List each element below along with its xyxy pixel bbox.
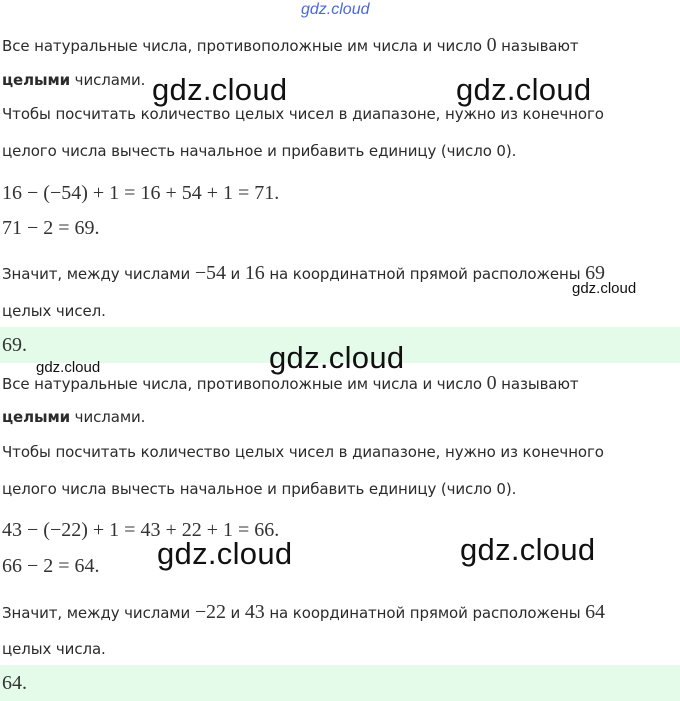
watermark: gdz.cloud: [36, 359, 101, 376]
conclusion-text: Значит, между числами: [2, 604, 195, 622]
number-end: 16: [244, 262, 265, 284]
bold-term: целыми: [2, 71, 71, 89]
watermark: gdz.cloud: [157, 536, 293, 571]
equation-2: 71 − 2 = 69.: [2, 217, 100, 239]
equation-1: 16 − (−54) + 1 = 16 + 54 + 1 = 71.: [2, 182, 280, 204]
definition-rest: числами.: [70, 71, 146, 89]
watermark: gdz.cloud: [460, 532, 596, 567]
header-watermark: gdz.cloud: [301, 1, 370, 18]
definition-text: Все натуральные числа, противоположные им числа и число: [2, 37, 487, 55]
definition-text-end: называют: [496, 375, 579, 393]
definition-line-2: [2, 71, 145, 89]
answer: 69.: [2, 334, 27, 356]
conclusion-line-1: [2, 601, 605, 624]
rule-line-2: целого числа вычесть начальное и прибавить единицу (число 0).: [2, 142, 517, 160]
conclusion-and: и: [225, 265, 245, 283]
rule-line-2: целого числа вычесть начальное и прибавить единицу (число 0).: [2, 480, 517, 498]
conclusion-middle: на координатной прямой расположены: [264, 265, 586, 283]
conclusion-line-2: целых числа.: [2, 640, 106, 658]
bold-term: целыми: [2, 408, 71, 426]
number-start: −54: [194, 262, 226, 284]
zero-number: 0: [486, 34, 497, 56]
conclusion-text: Значит, между числами: [2, 265, 195, 283]
number-start: −22: [194, 601, 226, 623]
number-end: 43: [244, 601, 265, 623]
watermark: gdz.cloud: [456, 72, 592, 107]
rule-line-1: Чтобы посчитать количество целых чисел в диапазоне, нужно из конечного: [2, 105, 604, 123]
definition-line-1: [2, 34, 579, 57]
number-count: 64: [585, 601, 605, 623]
definition-rest: числами.: [70, 408, 146, 426]
answer: 64.: [2, 672, 27, 694]
conclusion-and: и: [225, 604, 245, 622]
watermark: gdz.cloud: [572, 280, 637, 297]
definition-text-end: называют: [496, 37, 579, 55]
number-count: 69: [585, 262, 605, 284]
definition-text: Все натуральные числа, противоположные им числа и число: [2, 375, 487, 393]
zero-number: 0: [486, 372, 497, 394]
watermark: gdz.cloud: [152, 72, 288, 107]
conclusion-line-2: целых чисел.: [2, 302, 106, 320]
answer-band: [0, 665, 680, 701]
equation-2: 66 − 2 = 64.: [2, 555, 100, 577]
rule-line-1: Чтобы посчитать количество целых чисел в диапазоне, нужно из конечного: [2, 443, 604, 461]
watermark: gdz.cloud: [269, 340, 405, 375]
conclusion-line-1: [2, 262, 605, 285]
definition-line-2: [2, 408, 145, 426]
conclusion-middle: на координатной прямой расположены: [264, 604, 586, 622]
equation-1: 43 − (−22) + 1 = 43 + 22 + 1 = 66.: [2, 519, 280, 541]
